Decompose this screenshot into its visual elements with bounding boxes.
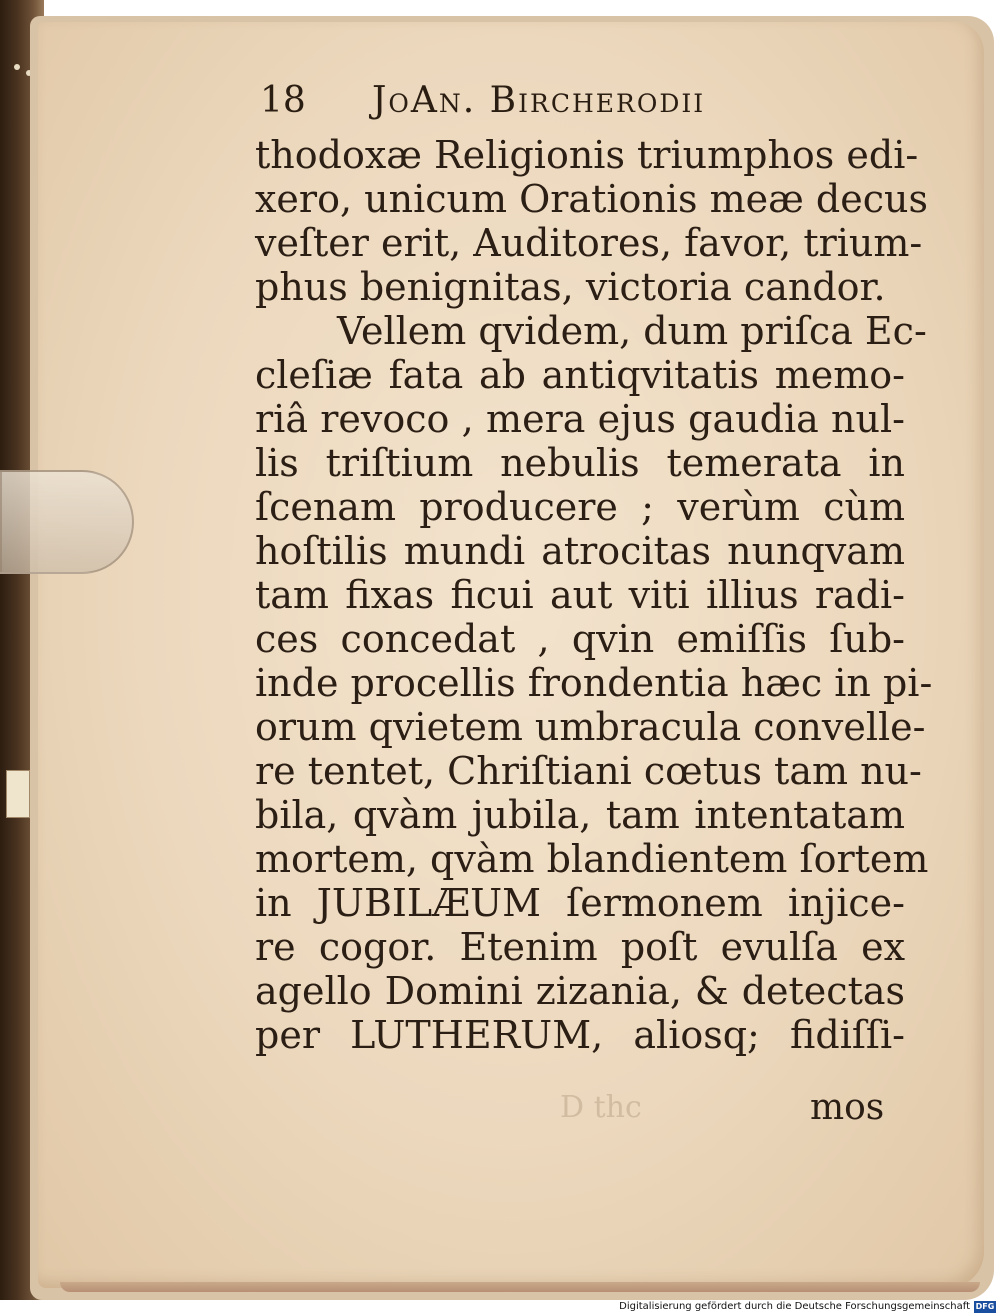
text-line: bila, qvàm jubila, tam intentatam bbox=[255, 793, 905, 837]
text-line: ſcenam producere ; verùm cùm bbox=[255, 485, 905, 529]
page-number: 18 bbox=[260, 80, 306, 121]
text-line: re tentet, Chriſtiani cœtus tam nu- bbox=[255, 749, 922, 793]
page-bottom-edge bbox=[60, 1282, 980, 1292]
text-line: hoſtilis mundi atrocitas nunqvam bbox=[255, 529, 905, 573]
book-clip bbox=[0, 470, 134, 574]
text-line: cleſiæ fata ab antiqvitatis memo- bbox=[255, 353, 905, 397]
text-line: per LUTHERUM, aliosq; fidiſſi- bbox=[255, 1013, 905, 1057]
text-line: orum qvietem umbracula convelle- bbox=[255, 705, 926, 749]
body-text bbox=[255, 133, 933, 1057]
page-tab bbox=[6, 770, 30, 818]
text-line: phus benignitas, victoria candor. bbox=[255, 265, 886, 309]
text-line: thodoxæ Religionis triumphos edi- bbox=[255, 133, 919, 177]
text-line: tam fixas ficui aut viti illius radi- bbox=[255, 573, 905, 617]
text-line: riâ revoco , mera ejus gaudia nul- bbox=[255, 397, 905, 441]
running-title: JoAn. Bircherodii bbox=[372, 80, 706, 121]
text-line: inde procellis frondentia hæc in pi- bbox=[255, 661, 933, 705]
text-line: lis triſtium nebulis temerata in bbox=[255, 441, 905, 485]
catchword: mos bbox=[810, 1087, 885, 1128]
text-line: agello Domini zizania, & detectas bbox=[255, 969, 905, 1013]
text-line: ces concedat , qvin emiſſis ſub- bbox=[255, 617, 905, 661]
bleed-through-text: D thc bbox=[560, 1090, 642, 1125]
text-line: veſter erit, Auditores, favor, trium- bbox=[255, 221, 923, 265]
footer-credit: Digitalisierung gefördert durch die Deutsche Forschungsgemeinschaft bbox=[619, 1301, 970, 1312]
running-head bbox=[260, 80, 890, 130]
footer-strip bbox=[0, 1300, 1000, 1314]
text-line: xero, unicum Orationis meæ decus bbox=[255, 177, 928, 221]
text-line: Vellem qvidem, dum priſca Ec- bbox=[337, 309, 927, 353]
text-line: in JUBILÆUM ſermonem injice- bbox=[255, 881, 905, 925]
text-line: mortem, qvàm blandientem ſortem bbox=[255, 837, 929, 881]
spine-mark bbox=[14, 64, 20, 70]
dfg-logo: DFG bbox=[975, 1302, 995, 1311]
text-line: re cogor. Etenim poſt evulſa ex bbox=[255, 925, 905, 969]
